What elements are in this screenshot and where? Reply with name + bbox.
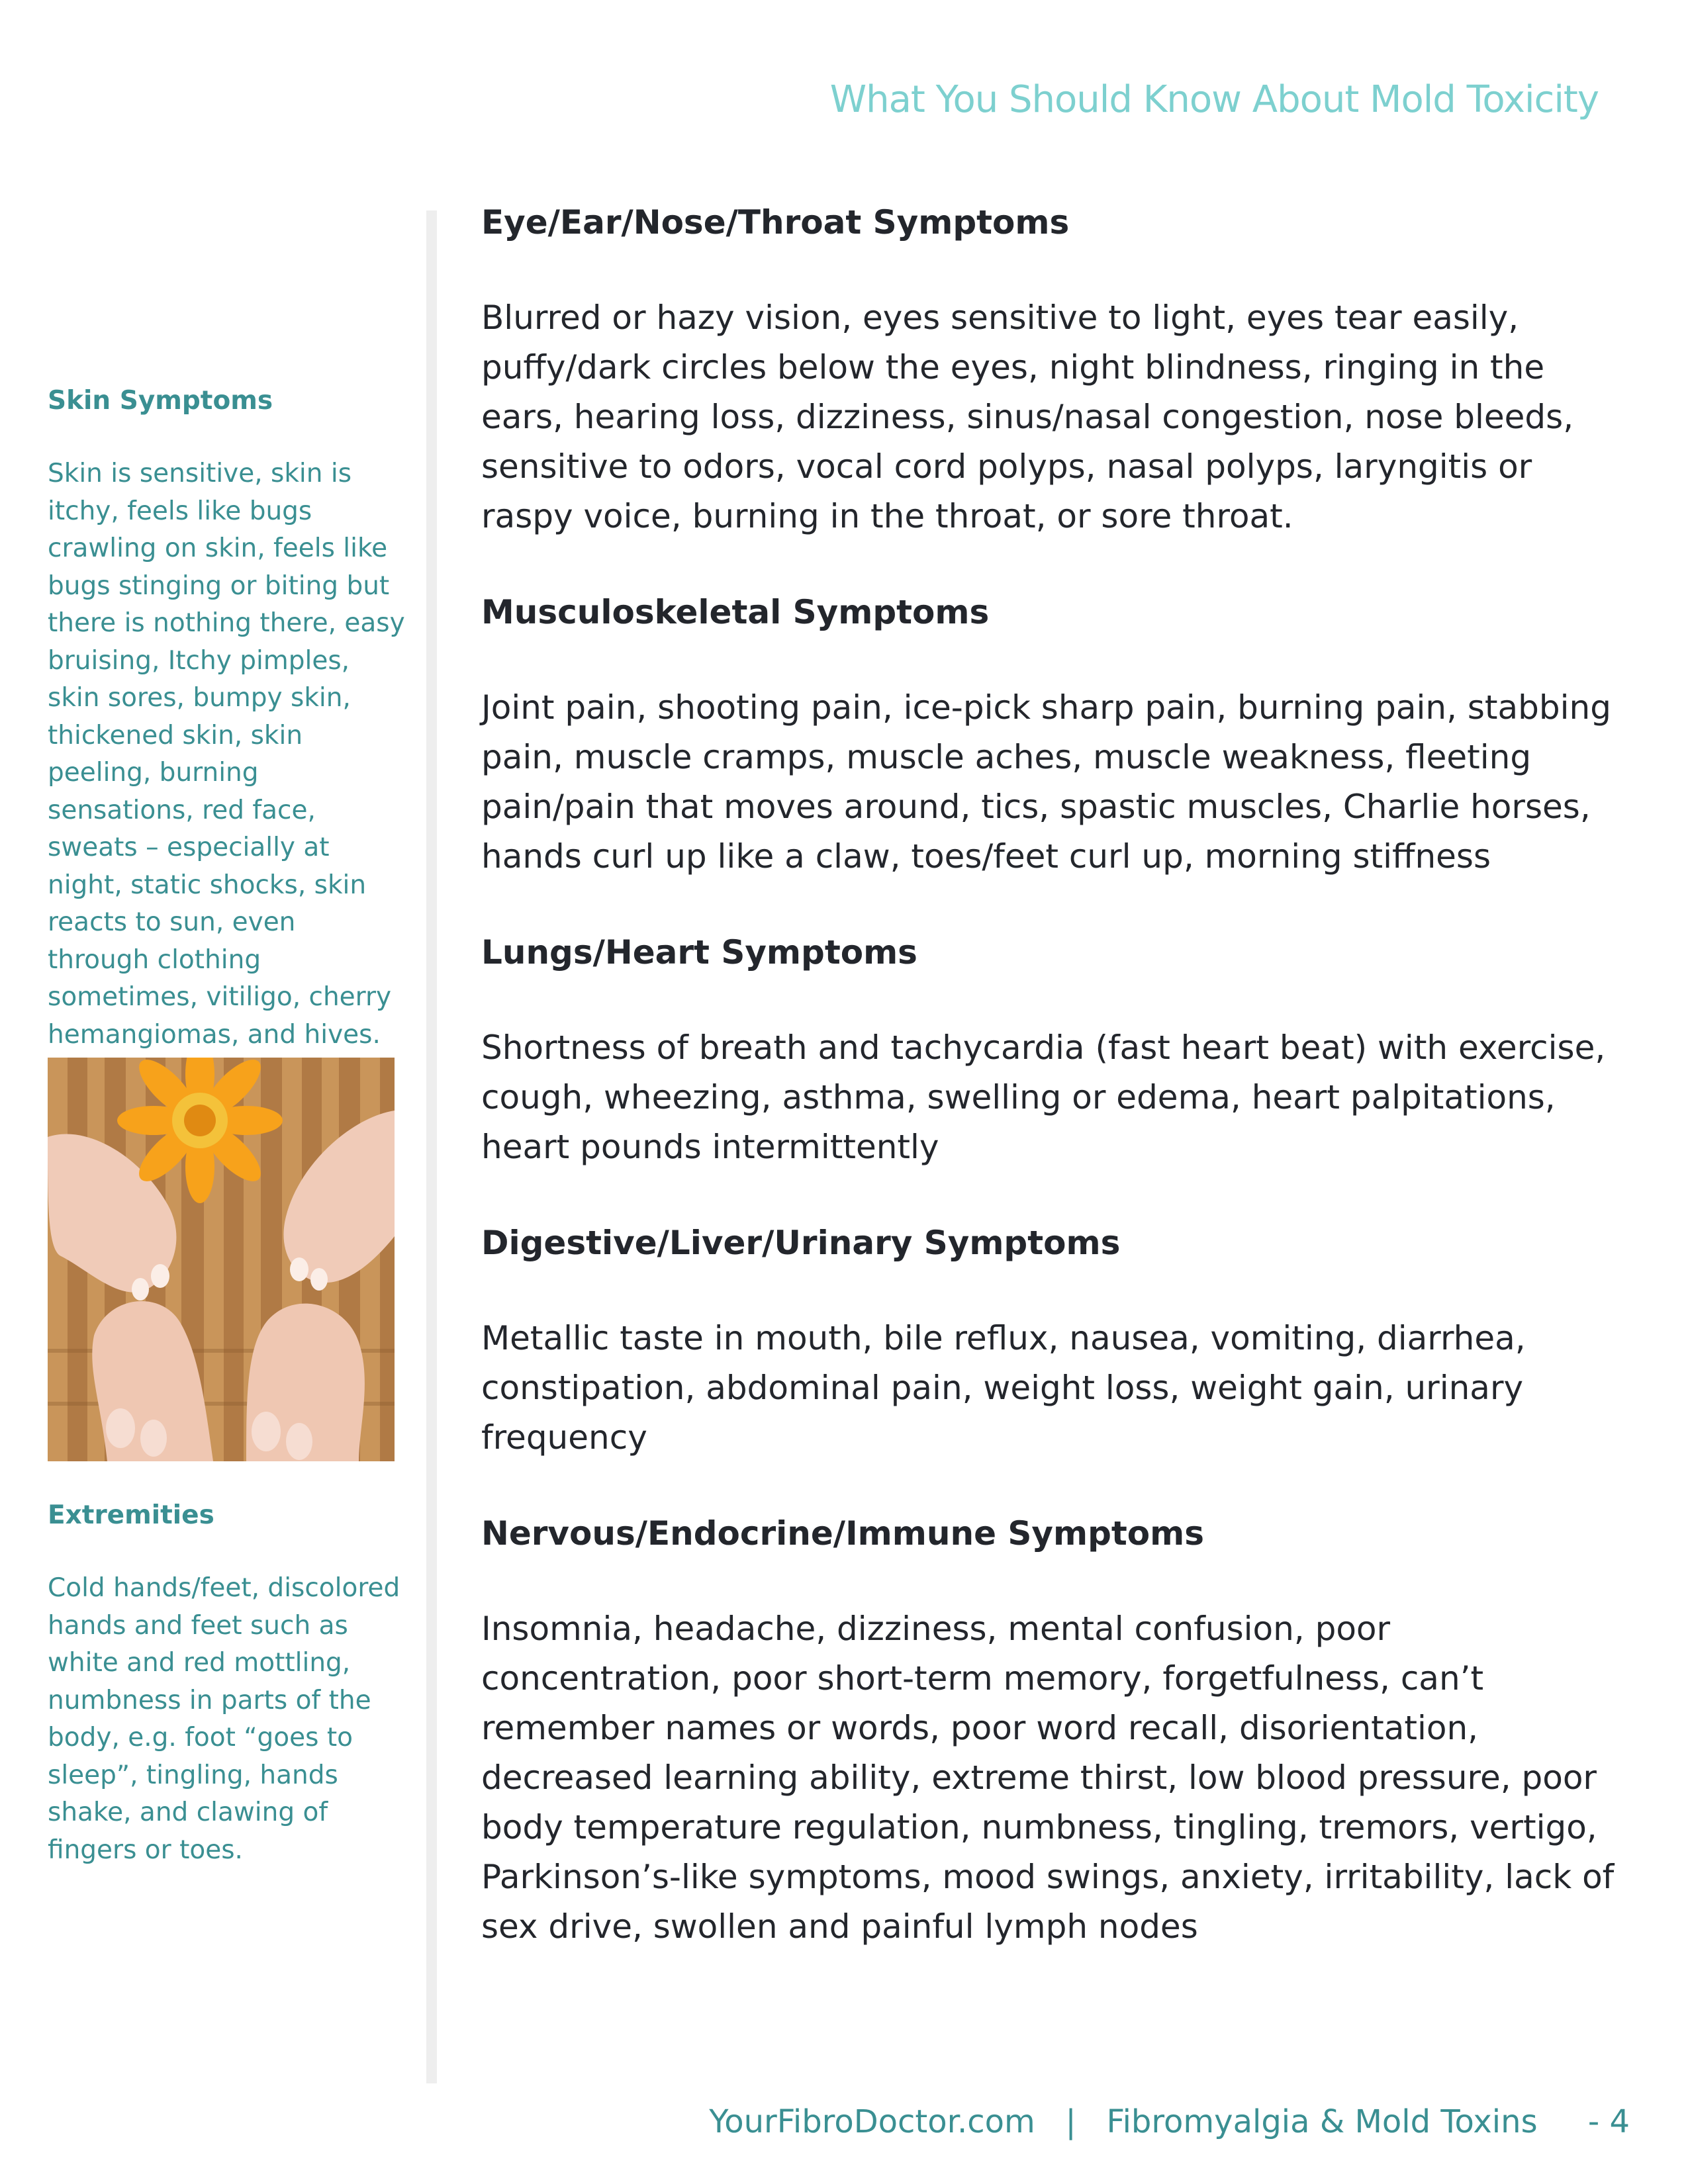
extremities-heading: Extremities bbox=[48, 1500, 214, 1530]
section-musculoskeletal bbox=[481, 591, 1633, 882]
extremities-sidebar bbox=[48, 1500, 405, 1869]
section-text: Blurred or hazy vision, eyes sensitive to light, eyes tear easily, puffy/dark circles below the eyes, night blindness, ringing in the ears, hearing loss, dizziness, sinus/nasal congestion, nose bleeds, sensitive to odors, vocal cord polyps, nasal polyps, laryngitis or raspy voice, burning in the throat, or sore throat. bbox=[481, 298, 1574, 535]
section-heading: Nervous/Endocrine/Immune Symptoms bbox=[481, 1514, 1204, 1553]
section-digestive-liver-urinary bbox=[481, 1222, 1633, 1463]
main-content bbox=[481, 201, 1633, 2001]
section-heading: Musculoskeletal Symptoms bbox=[481, 593, 990, 631]
section-text: Joint pain, shooting pain, ice-pick sharp pain, burning pain, stabbing pain, muscle cramps, muscle aches, muscle weakness, fleeting pain/pain that moves around, tics, spastic muscles, Charlie horses, hands curl up like a claw, toes/feet curl up, morning stiffness bbox=[481, 688, 1611, 876]
section-heading: Digestive/Liver/Urinary Symptoms bbox=[481, 1224, 1121, 1262]
section-lungs-heart bbox=[481, 931, 1633, 1172]
footer-separator: | bbox=[1065, 2103, 1076, 2140]
section-nervous-endocrine-immune bbox=[481, 1512, 1633, 1952]
section-text: Insomnia, headache, dizziness, mental confusion, poor concentration, poor short-term memory, forgetfulness, can’t remember names or words, poor word recall, disorientation, decreased learning ability, extreme thirst, low blood pressure, poor body temperature regulation, numbness, tingling, tremors, vertigo, Parkinson’s-like symptoms, mood swings, anxiety, irritability, lack of sex drive, swollen and painful lymph nodes bbox=[481, 1610, 1615, 1946]
document-title: What You Should Know About Mold Toxicity bbox=[829, 78, 1599, 121]
section-heading: Lungs/Heart Symptoms bbox=[481, 933, 917, 972]
column-divider bbox=[426, 210, 437, 2083]
page-footer bbox=[709, 2103, 1630, 2140]
skin-symptoms-text: Skin is sensitive, skin is itchy, feels like bugs crawling on skin, feels like bugs stinging or biting but there is nothing there, easy bruising, Itchy pimples, skin sores, bumpy skin, thickened skin, skin peeling, burning sensations, red face, sweats – especially at night, static shocks, skin reacts to sun, even through clothing sometimes, vitiligo, cherry hemangiomas, and hives. bbox=[48, 459, 405, 1050]
section-text: Shortness of breath and tachycardia (fast heart beat) with exercise, cough, wheezing, asthma, swelling or edema, heart palpitations, heart pounds intermittently bbox=[481, 1028, 1606, 1166]
footer-publication: Fibromyalgia & Mold Toxins bbox=[1106, 2103, 1538, 2140]
skin-symptoms-heading: Skin Symptoms bbox=[48, 386, 273, 416]
section-text: Metallic taste in mouth, bile reflux, nausea, vomiting, diarrhea, constipation, abdominal pain, weight loss, weight gain, urinary frequency bbox=[481, 1319, 1526, 1457]
section-heading: Eye/Ear/Nose/Throat Symptoms bbox=[481, 203, 1070, 242]
hands-feet-flower-photo bbox=[48, 1058, 395, 1461]
footer-site-link[interactable]: YourFibroDoctor.com bbox=[709, 2103, 1035, 2140]
section-eye-ear-nose-throat bbox=[481, 201, 1633, 541]
extremities-text: Cold hands/feet, discolored hands and feet such as white and red mottling, numbness in parts of the body, e.g. foot “goes to sleep”, tingling, hands shake, and clawing of fingers or toes. bbox=[48, 1573, 400, 1865]
skin-symptoms-sidebar bbox=[48, 385, 405, 1054]
footer-page-number: - 4 bbox=[1587, 2103, 1630, 2140]
